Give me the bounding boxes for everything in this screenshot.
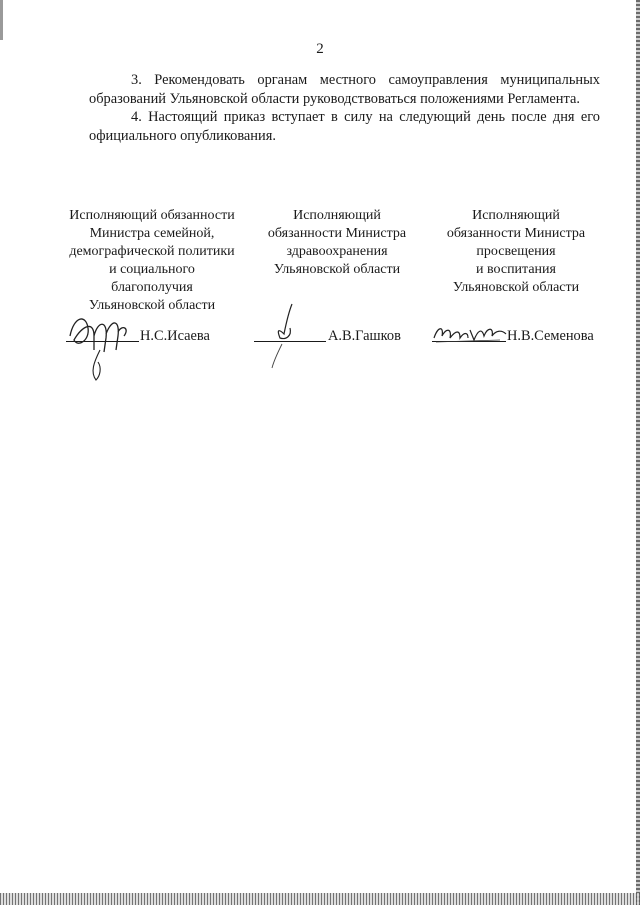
signature-isaeva: [64, 306, 134, 384]
signatory-title-line: обязанности Министра: [267, 226, 407, 241]
signatory-title-line: благополучия: [111, 280, 193, 295]
signatory-name-3: Н.В.Семенова: [507, 328, 594, 344]
signatory-title-line: демографической политики: [69, 244, 235, 259]
signatory-name-2: А.В.Гашков: [328, 328, 401, 344]
signature-gashkov: [262, 300, 308, 372]
signatory-title-line: Исполняющий обязанности: [69, 208, 235, 223]
scan-edge-bottom: [0, 893, 640, 905]
signatory-title-line: Исполняющий: [293, 208, 381, 223]
paragraph-3: 3. Рекомендовать органам местного самоуправления муниципальных образований Ульяновской области руководствоваться положениями Регламента.: [89, 72, 600, 107]
signatory-title-line: Ульяновской области: [273, 262, 401, 277]
signatory-title-line: и воспитания: [476, 262, 556, 277]
scan-edge-left: [0, 0, 3, 40]
signatory-title-line: Министра семейной,: [89, 226, 215, 241]
paragraph-4: 4. Настоящий приказ вступает в силу на следующий день после дня его официального опубликования.: [89, 109, 600, 144]
scan-edge-right: [636, 0, 640, 905]
page-number: 2: [316, 41, 324, 57]
signature-semenova: [430, 318, 510, 348]
signatory-block-2: [262, 207, 412, 279]
document-body: [89, 71, 600, 145]
signatory-title-line: просвещения: [476, 244, 556, 259]
signatory-name-1: Н.С.Исаева: [140, 328, 210, 344]
signatory-title-line: и социального: [109, 262, 195, 277]
signatory-title-line: Исполняющий: [472, 208, 560, 223]
signatory-title-line: Ульяновской области: [452, 280, 580, 295]
signatory-title-line: Ульяновской области: [88, 298, 216, 313]
signatory-title-line: обязанности Министра: [446, 226, 586, 241]
signatory-title-line: здравоохранения: [286, 244, 388, 259]
signatory-block-3: [440, 207, 592, 297]
signatory-block-1: [58, 207, 246, 315]
